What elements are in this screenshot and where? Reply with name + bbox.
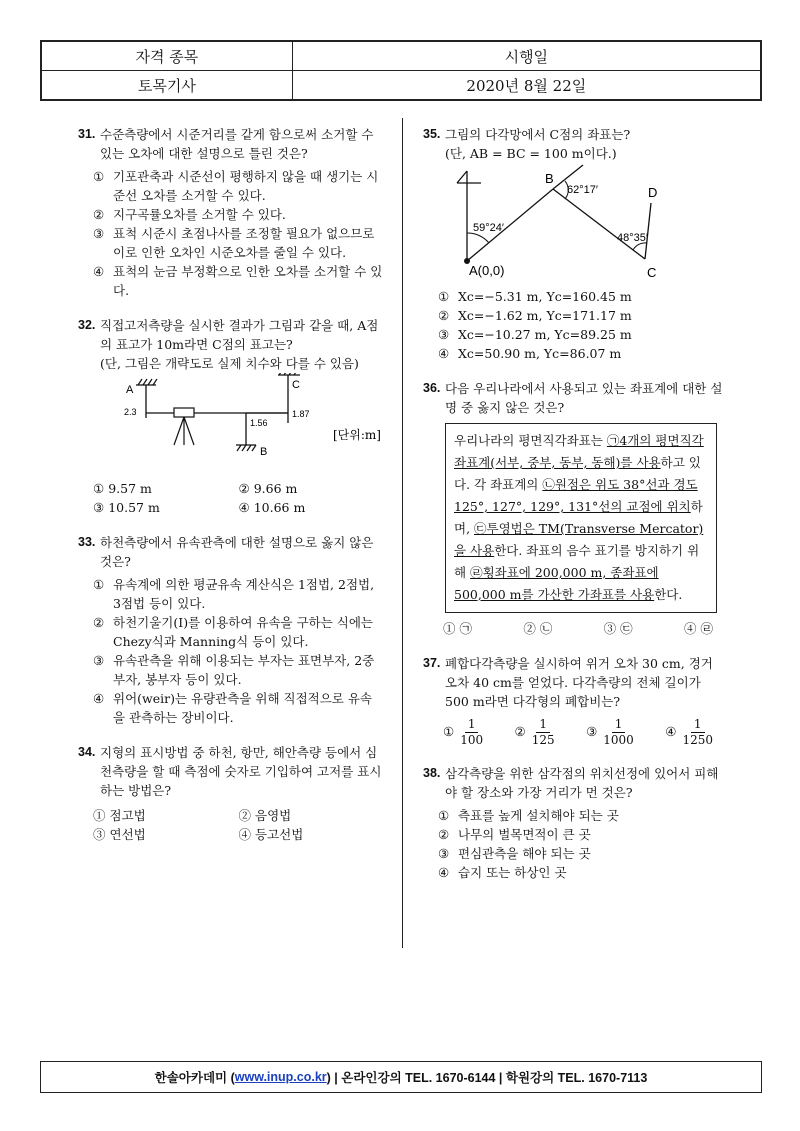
point-b-label: B [260, 446, 268, 458]
question-text: 그림의 다각망에서 C점의 좌표는? [445, 127, 631, 142]
option-2[interactable]: ② 9.66 m [238, 481, 298, 496]
question-31 [78, 125, 384, 300]
point-c-label: C [292, 379, 300, 391]
angle-a: 59°24′ [473, 222, 504, 234]
option-2[interactable]: ② 하천기울기(I)를 이용하여 유속을 구하는 식에는 Chezy식과 Manning식 등이 있다. [93, 615, 374, 649]
option-2[interactable]: ② ㉡ [523, 621, 553, 636]
question-34 [78, 743, 384, 844]
question-number: 36. [423, 381, 441, 395]
question-33 [78, 533, 384, 727]
exam-header [40, 40, 762, 101]
option-3[interactable]: ③ ㉢ [603, 621, 633, 636]
option-1[interactable]: ① Xc=−5.31 m, Yc=160.45 m [438, 289, 632, 304]
footer-bar [40, 1061, 762, 1093]
option-3[interactable]: ③ 유속관측을 위해 이용되는 부자는 표면부자, 2중부자, 봉부자 등이 있다. [93, 653, 375, 687]
question-35 [423, 125, 723, 363]
unit-label: [단위:m] [333, 428, 381, 442]
option-3[interactable]: ③ 표척 시준시 초점나사를 조정할 필요가 없으므로 이로 인한 오차인 시준오차를 줄일 수 있다. [93, 226, 375, 260]
question-text: 삼각측량을 위한 삼각점의 위치선정에 있어서 피해야 할 장소와 가장 거리가 먼 것은? [445, 766, 719, 800]
option-3[interactable]: ③ $\frac{1}{1000}$ [586, 717, 634, 747]
question-text: 다음 우리나라에서 사용되고 있는 좌표계에 대한 설명 중 옳지 않은 것은? [445, 381, 723, 415]
option-4[interactable]: ④ $\frac{1}{1250}$ [665, 717, 713, 747]
option-2[interactable]: ② $\frac{1}{125}$ [514, 717, 555, 747]
option-1[interactable]: ① 점고법 [93, 808, 146, 823]
option-2[interactable]: ② Xc=−1.62 m, Yc=171.17 m [438, 308, 632, 323]
option-2[interactable]: ② 나무의 벌목면적이 큰 곳 [438, 827, 591, 842]
angle-c: 48°35′ [617, 232, 648, 244]
reading-c: 1.87 [292, 409, 310, 419]
question-text: 폐합다각측량을 실시하여 위거 오차 30 cm, 경거 오차 40 cm를 얻었다. 다각측량의 전체 길이가 500 m라면 다각형의 폐합비는? [445, 656, 713, 709]
underlined-a: ㉠4개의 평면직각좌표계(서부, 중부, 동부, 동해)를 사용 [454, 433, 704, 470]
option-4[interactable]: ④ 표척의 눈금 부정확으로 인한 오차를 소거할 수 있다. [93, 264, 383, 298]
footer-link[interactable]: www.inup.co.kr [234, 1070, 327, 1084]
angle-b: 62°17′ [567, 184, 598, 196]
point-a-label: A(0,0) [469, 263, 505, 278]
option-3[interactable]: ③ Xc=−10.27 m, Yc=89.25 m [438, 327, 632, 342]
column-divider [402, 118, 403, 948]
leveling-figure [78, 373, 384, 473]
point-c-label: C [647, 265, 657, 280]
option-4[interactable]: ④ 등고선법 [238, 827, 304, 842]
option-3[interactable]: ③ 연선법 [93, 827, 146, 842]
question-note: (단, AB = BC = 100 m이다.) [445, 146, 617, 161]
option-4[interactable]: ④ 위어(weir)는 유량관측을 위해 직접적으로 유속을 관측하는 장비이다. [93, 691, 372, 725]
option-1[interactable]: ① 유속계에 의한 평균유속 계산식은 1점법, 2점법, 3점법 등이 있다. [93, 577, 375, 611]
statement-box: 우리나라의 평면직각좌표는 ㉠4개의 평면직각좌표계(서부, 중부, 동부, 동해)를 사용하고 있다. 각 좌표계의 ㉡원점은 위도 38°선과 경도 125°, 127°, 129°, 131°선의 교점에 위치하며, ㉢투영법은 TM(Transverse Mercator)을 사용한다. 좌표의 음수 표기를 방지하기 위해 ㉣횡좌표에 200,000 m, 종좌표에 500,000 m를 가산한 가좌표를 사용한다. [445, 423, 717, 613]
hatch-c [278, 373, 300, 375]
footer-org: 한솔아카데미 ( [154, 1071, 235, 1085]
question-text: 수준측량에서 시준거리를 같게 함으로써 소거할 수 있는 오차에 대한 설명으로 틀린 것은? [100, 127, 374, 161]
right-column [423, 125, 723, 898]
option-3[interactable]: ③ 10.57 m [93, 500, 160, 515]
subject-value: 토목기사 [42, 71, 293, 100]
option-4[interactable]: ④ Xc=50.90 m, Yc=86.07 m [438, 346, 622, 361]
option-1[interactable]: ① 측표를 높게 설치해야 되는 곳 [438, 808, 619, 823]
point-b-label: B [545, 171, 554, 186]
option-1[interactable]: ① $\frac{1}{100}$ [443, 717, 484, 747]
hatch-b [236, 445, 256, 451]
option-2[interactable]: ② 지구곡률오차를 소거할 수 있다. [93, 207, 286, 222]
point-d-label: D [648, 185, 658, 200]
reading-a: 2.3 [124, 407, 137, 417]
question-number: 33. [78, 535, 96, 549]
footer-contact: ) | 온라인강의 TEL. 1670-6144 | 학원강의 TEL. 1670-7113 [326, 1071, 648, 1085]
option-2[interactable]: ② 음영법 [238, 808, 292, 823]
underlined-c: ㉢투영법은 TM(Transverse Mercator)을 사용 [454, 521, 704, 558]
option-1[interactable]: ① ㉠ [443, 621, 473, 636]
option-3[interactable]: ③ 편심관측을 해야 되는 곳 [438, 846, 591, 861]
underlined-b: ㉡원점은 위도 38°선과 경도 125°, 127°, 129°, 131°선의 교점에 위치 [454, 477, 698, 514]
question-note: (단, 그림은 개략도로 실제 치수와 다를 수 있음) [100, 356, 359, 371]
date-label: 시행일 [292, 42, 760, 71]
option-4[interactable]: ④ 10.66 m [238, 500, 306, 515]
question-number: 31. [78, 127, 96, 141]
option-1[interactable]: ① 기포관축과 시준선이 평행하지 않을 때 생기는 시준선 오차를 소거할 수 있다. [93, 169, 379, 203]
date-value: 2020년 8월 22일 [292, 71, 760, 100]
question-number: 37. [423, 656, 441, 670]
option-4[interactable]: ④ 습지 또는 하상인 곳 [438, 865, 567, 880]
question-number: 35. [423, 127, 441, 141]
traverse-figure [423, 163, 723, 283]
question-32 [78, 316, 384, 517]
point-a-label: A [126, 384, 134, 396]
question-number: 38. [423, 766, 441, 780]
left-column [78, 125, 384, 860]
question-36 [423, 379, 723, 638]
option-1[interactable]: ① 9.57 m [93, 481, 152, 496]
reading-b: 1.56 [250, 418, 268, 428]
hatch-a [136, 379, 157, 385]
option-4[interactable]: ④ ㉣ [683, 621, 713, 636]
question-37 [423, 654, 723, 748]
question-text: 지형의 표시방법 중 하천, 항만, 해안측량 등에서 심천측량을 할 때 측점에 숫자로 기입하여 고저를 표시하는 방법은? [100, 745, 382, 798]
subject-label: 자격 종목 [42, 42, 293, 71]
question-text: 하천측량에서 유속관측에 대한 설명으로 옳지 않은 것은? [100, 535, 374, 569]
question-number: 34. [78, 745, 96, 759]
question-text: 직접고저측량을 실시한 결과가 그림과 같을 때, A점의 표고가 10m라면 C점의 표고는? [100, 318, 379, 352]
underlined-d: ㉣횡좌표에 200,000 m, 종좌표에 500,000 m를 가산한 가좌표를 사용 [454, 565, 659, 602]
question-38 [423, 764, 723, 882]
question-number: 32. [78, 318, 96, 332]
